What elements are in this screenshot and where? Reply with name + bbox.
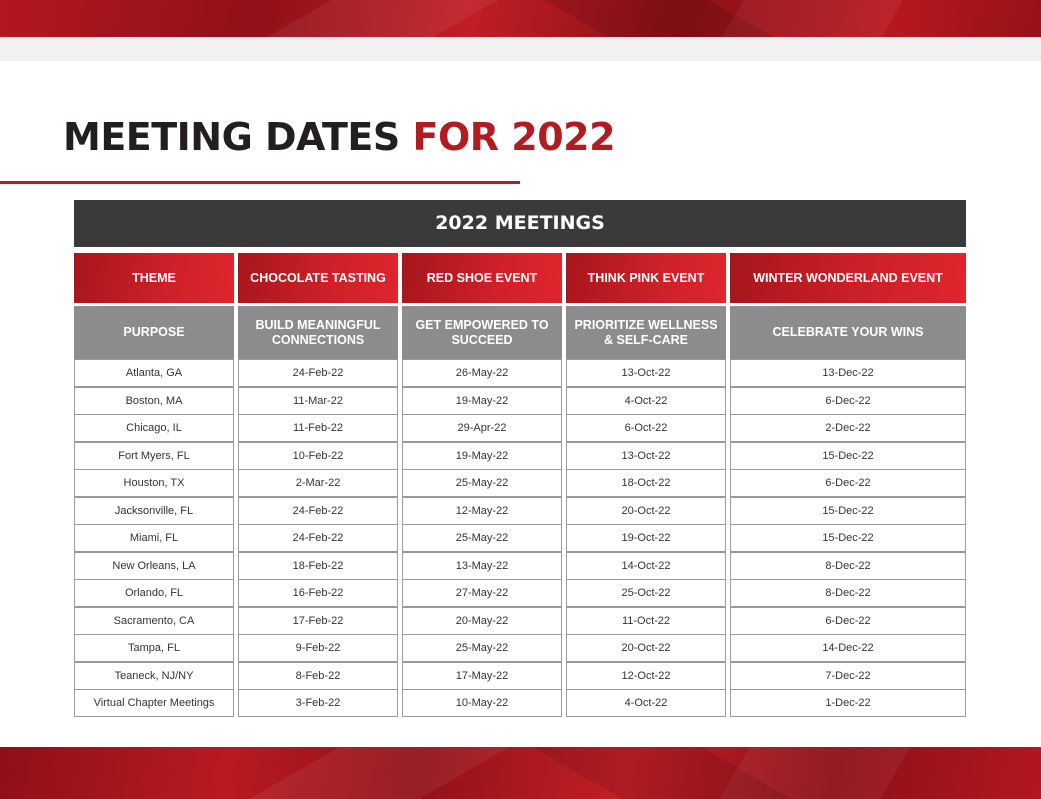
- table-cell-date: 8-Dec-22: [730, 579, 966, 607]
- table-cell-date: 4-Oct-22: [566, 387, 726, 415]
- table-cell-date: 13-May-22: [402, 552, 562, 580]
- table-cell-city: Fort Myers, FL: [74, 442, 234, 470]
- table-cell-date: 12-Oct-22: [566, 662, 726, 690]
- table-cell-date: 3-Feb-22: [238, 689, 398, 717]
- table-cell-date: 24-Feb-22: [238, 497, 398, 525]
- table-cell-date: 6-Dec-22: [730, 607, 966, 635]
- table-cell-date: 24-Feb-22: [238, 359, 398, 387]
- title-underline: [0, 181, 520, 184]
- theme-header-red-shoe-event: RED SHOE EVENT: [402, 253, 562, 303]
- table-cell-date: 14-Dec-22: [730, 634, 966, 662]
- table-cell-date: 13-Oct-22: [566, 442, 726, 470]
- table-cell-city: Jacksonville, FL: [74, 497, 234, 525]
- table-cell-date: 24-Feb-22: [238, 524, 398, 552]
- table-cell-date: 14-Oct-22: [566, 552, 726, 580]
- table-cell-date: 18-Oct-22: [566, 469, 726, 497]
- table-cell-date: 11-Mar-22: [238, 387, 398, 415]
- table-cell-date: 29-Apr-22: [402, 414, 562, 442]
- table-cell-date: 20-Oct-22: [566, 634, 726, 662]
- title-accent: FOR 2022: [412, 115, 616, 159]
- table-cell-date: 6-Dec-22: [730, 469, 966, 497]
- title-main: MEETING DATES: [63, 115, 400, 159]
- table-cell-date: 26-May-22: [402, 359, 562, 387]
- table-cell-date: 13-Oct-22: [566, 359, 726, 387]
- table-cell-city: Miami, FL: [74, 524, 234, 552]
- table-cell-date: 10-Feb-22: [238, 442, 398, 470]
- table-cell-city: Tampa, FL: [74, 634, 234, 662]
- table-cell-date: 19-May-22: [402, 387, 562, 415]
- table-cell-date: 2-Mar-22: [238, 469, 398, 497]
- table-cell-date: 25-May-22: [402, 469, 562, 497]
- table-cell-date: 15-Dec-22: [730, 497, 966, 525]
- table-cell-date: 15-Dec-22: [730, 442, 966, 470]
- table-cell-date: 17-May-22: [402, 662, 562, 690]
- table-cell-date: 6-Oct-22: [566, 414, 726, 442]
- purpose-header-chocolate-tasting: BUILD MEANINGFUL CONNECTIONS: [238, 306, 398, 359]
- table-cell-city: Sacramento, CA: [74, 607, 234, 635]
- table-cell-date: 27-May-22: [402, 579, 562, 607]
- page-title: [63, 112, 615, 162]
- purpose-header-city: PURPOSE: [74, 306, 234, 359]
- table-cell-date: 19-May-22: [402, 442, 562, 470]
- table-cell-date: 8-Feb-22: [238, 662, 398, 690]
- table-cell-date: 17-Feb-22: [238, 607, 398, 635]
- top-decorative-band: [0, 0, 1041, 37]
- table-cell-date: 25-May-22: [402, 634, 562, 662]
- table-cell-date: 9-Feb-22: [238, 634, 398, 662]
- table-cell-city: Houston, TX: [74, 469, 234, 497]
- table-cell-city: Atlanta, GA: [74, 359, 234, 387]
- table-cell-date: 15-Dec-22: [730, 524, 966, 552]
- table-cell-city: Chicago, IL: [74, 414, 234, 442]
- table-cell-date: 2-Dec-22: [730, 414, 966, 442]
- theme-header-think-pink-event: THINK PINK EVENT: [566, 253, 726, 303]
- theme-header-chocolate-tasting: CHOCOLATE TASTING: [238, 253, 398, 303]
- table-cell-date: 10-May-22: [402, 689, 562, 717]
- table-cell-date: 20-Oct-22: [566, 497, 726, 525]
- table-cell-date: 16-Feb-22: [238, 579, 398, 607]
- table-cell-date: 8-Dec-22: [730, 552, 966, 580]
- bottom-decorative-band: [0, 747, 1041, 799]
- purpose-header-winter-wonderland-event: CELEBRATE YOUR WINS: [730, 306, 966, 359]
- header-strip: [0, 37, 1041, 61]
- table-cell-date: 11-Oct-22: [566, 607, 726, 635]
- purpose-header-red-shoe-event: GET EMPOWERED TO SUCCEED: [402, 306, 562, 359]
- table-cell-date: 7-Dec-22: [730, 662, 966, 690]
- table-cell-city: Teaneck, NJ/NY: [74, 662, 234, 690]
- table-cell-date: 1-Dec-22: [730, 689, 966, 717]
- table-cell-date: 19-Oct-22: [566, 524, 726, 552]
- table-cell-date: 20-May-22: [402, 607, 562, 635]
- table-cell-city: Orlando, FL: [74, 579, 234, 607]
- table-cell-city: Boston, MA: [74, 387, 234, 415]
- table-cell-date: 25-Oct-22: [566, 579, 726, 607]
- table-cell-date: 18-Feb-22: [238, 552, 398, 580]
- table-cell-city: New Orleans, LA: [74, 552, 234, 580]
- table-cell-date: 6-Dec-22: [730, 387, 966, 415]
- table-banner: 2022 MEETINGS: [74, 200, 966, 247]
- table-cell-date: 4-Oct-22: [566, 689, 726, 717]
- table-cell-date: 13-Dec-22: [730, 359, 966, 387]
- table-cell-city: Virtual Chapter Meetings: [74, 689, 234, 717]
- purpose-header-think-pink-event: PRIORITIZE WELLNESS & SELF-CARE: [566, 306, 726, 359]
- table-cell-date: 11-Feb-22: [238, 414, 398, 442]
- theme-header-city: THEME: [74, 253, 234, 303]
- table-cell-date: 12-May-22: [402, 497, 562, 525]
- table-cell-date: 25-May-22: [402, 524, 562, 552]
- theme-header-winter-wonderland-event: WINTER WONDERLAND EVENT: [730, 253, 966, 303]
